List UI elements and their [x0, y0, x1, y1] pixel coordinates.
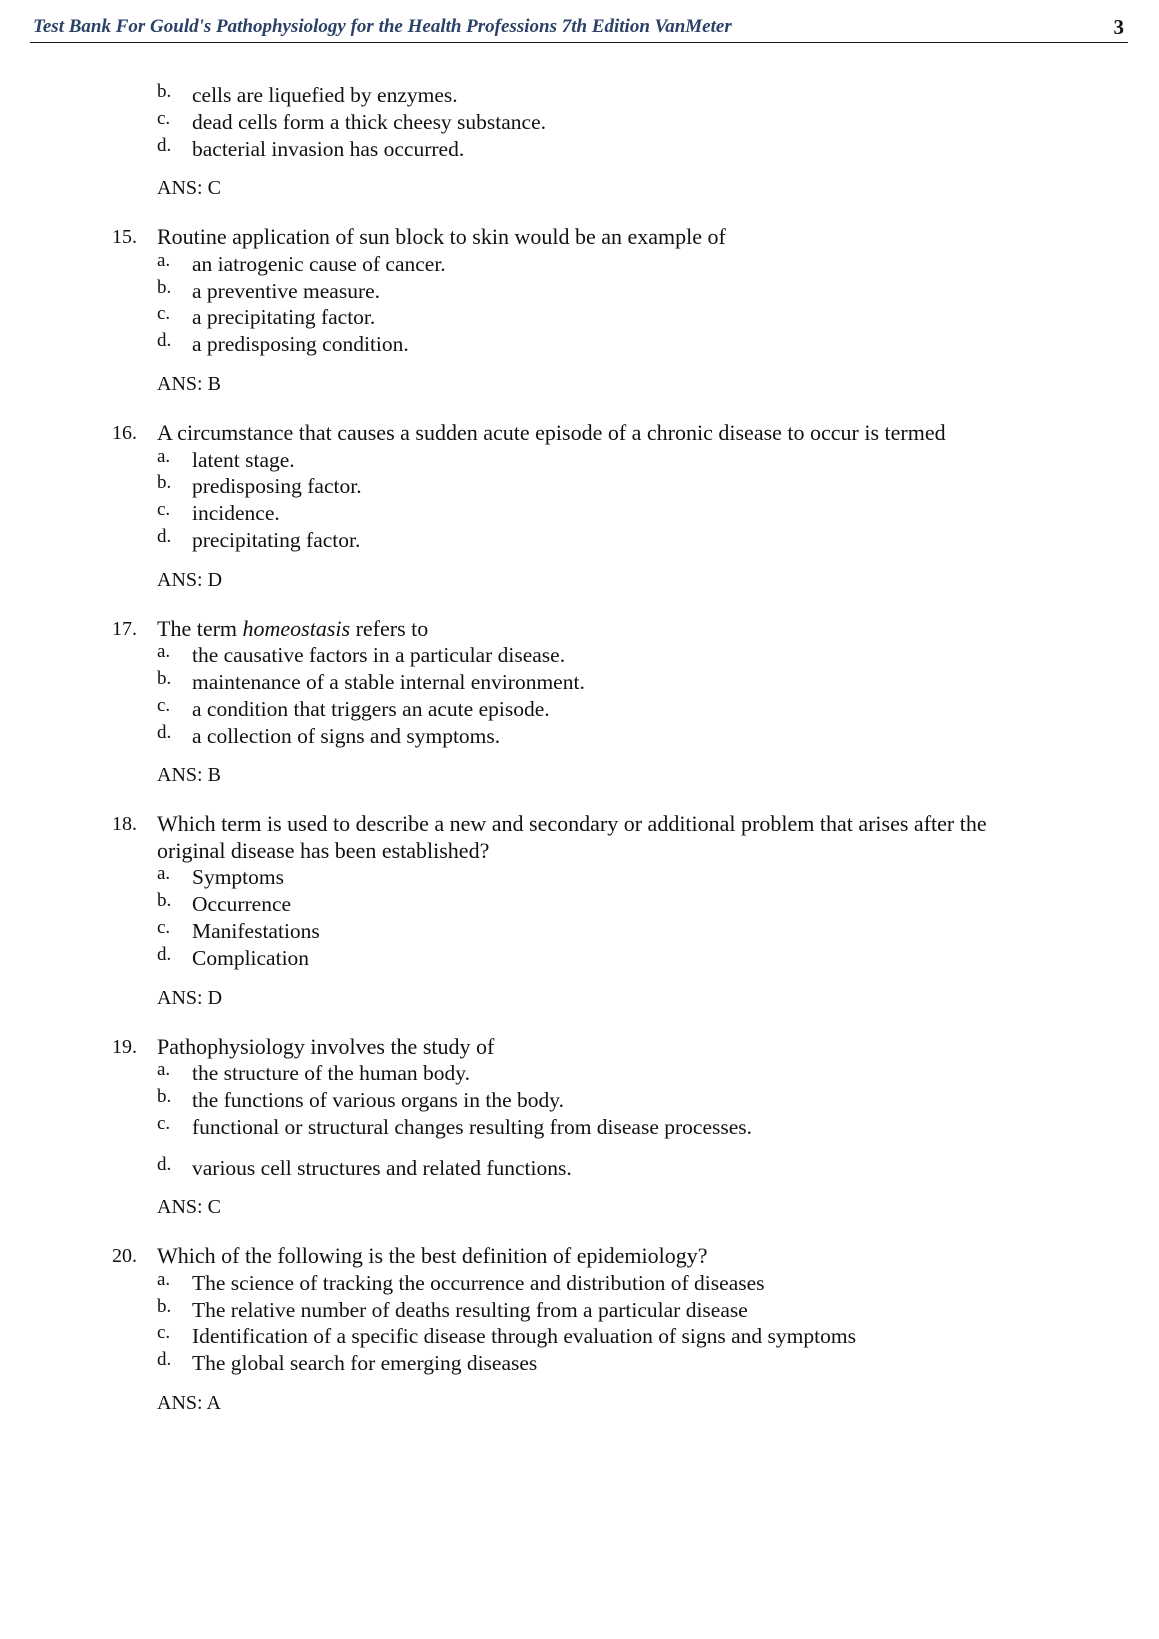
option-text: an iatrogenic cause of cancer.: [192, 251, 446, 276]
question-text: A circumstance that causes a sudden acute episode of a chronic disease to occur is termed: [157, 420, 946, 446]
option-letter: b.: [157, 1295, 172, 1317]
option-b: [0, 891, 1159, 918]
option-text: predisposing factor.: [192, 474, 362, 499]
option-letter: c.: [157, 1112, 171, 1134]
option-letter: b.: [157, 276, 172, 298]
question-stem: [0, 811, 1057, 864]
option-c: [0, 696, 1159, 723]
option-b: [0, 473, 1159, 500]
option-letter: c.: [157, 107, 171, 129]
option-text: The science of tracking the occurrence and distribution of diseases: [192, 1270, 765, 1295]
option-text: dead cells form a thick cheesy substance.: [192, 109, 547, 134]
option-letter: a.: [157, 445, 171, 467]
option-letter: a.: [157, 249, 171, 271]
option-letter: a.: [157, 641, 171, 663]
question-number: 15.: [112, 226, 137, 249]
option-text: various cell structures and related functions.: [192, 1155, 572, 1180]
answer-key: ANS: D: [157, 986, 223, 1009]
option-b: [0, 82, 1159, 109]
answer-key: ANS: A: [157, 1392, 221, 1415]
option-d: [0, 1155, 1159, 1182]
option-a: [0, 1270, 1159, 1297]
option-letter: d.: [157, 721, 172, 743]
option-text: The relative number of deaths resulting from a particular disease: [192, 1297, 748, 1322]
option-a: [0, 1060, 1159, 1087]
option-a: [0, 642, 1159, 669]
option-b: [0, 669, 1159, 696]
option-text: precipitating factor.: [192, 527, 361, 552]
option-a: [0, 251, 1159, 278]
option-a: [0, 447, 1159, 474]
option-c: [0, 500, 1159, 527]
question-number: 16.: [112, 422, 137, 445]
answer-key: ANS: C: [157, 177, 221, 200]
option-text: a precipitating factor.: [192, 305, 376, 330]
option-text: the functions of various organs in the body.: [192, 1087, 565, 1112]
option-text: Symptoms: [192, 865, 284, 890]
question-number: 19.: [112, 1035, 137, 1058]
question-text-italic-term: homeostasis: [242, 615, 351, 641]
question-list: [0, 82, 1159, 1439]
question-19: [0, 1034, 1159, 1221]
option-text: a collection of signs and symptoms.: [192, 723, 501, 748]
question-text: Pathophysiology involves the study of: [157, 1033, 495, 1059]
option-letter: a.: [157, 1268, 171, 1290]
option-text: a preventive measure.: [192, 278, 381, 303]
option-letter: b.: [157, 668, 172, 690]
page-number: 3: [1113, 15, 1124, 39]
option-text: incidence.: [192, 501, 280, 526]
option-letter: b.: [157, 472, 172, 494]
option-d: [0, 331, 1159, 358]
question-text: Routine application of sun block to skin would be an example of: [157, 224, 726, 250]
option-letter: d.: [157, 134, 172, 156]
question-number: 17.: [112, 617, 137, 640]
option-letter: d.: [157, 525, 172, 547]
option-text: the structure of the human body.: [192, 1061, 471, 1086]
answer-key: ANS: C: [157, 1196, 221, 1219]
option-d: [0, 723, 1159, 750]
option-c: [0, 109, 1159, 136]
answer-key: ANS: B: [157, 373, 221, 396]
option-letter: d.: [157, 1153, 172, 1175]
option-letter: b.: [157, 890, 172, 912]
option-letter: a.: [157, 1059, 171, 1081]
question-number: 18.: [112, 813, 137, 836]
option-letter: b.: [157, 81, 172, 102]
question-17: [0, 616, 1159, 789]
option-d: [0, 1350, 1159, 1377]
option-letter: d.: [157, 1349, 172, 1371]
answer-key: ANS: D: [157, 568, 223, 591]
option-text: Manifestations: [192, 919, 320, 944]
question-text-start: The term: [157, 615, 243, 641]
option-letter: c.: [157, 917, 171, 939]
option-text: maintenance of a stable internal environment.: [192, 670, 585, 695]
option-text: a predisposing condition.: [192, 332, 409, 357]
option-letter: a.: [157, 863, 171, 885]
option-letter: c.: [157, 303, 171, 325]
option-text: a condition that triggers an acute episode.: [192, 696, 550, 721]
page-header: [30, 14, 1128, 43]
option-text: Identification of a specific disease through evaluation of signs and symptoms: [192, 1324, 856, 1349]
option-letter: c.: [157, 1322, 171, 1344]
option-text: functional or structural changes resulting from disease processes.: [192, 1114, 753, 1139]
question-text: Which term is used to describe a new and secondary or additional problem that arises after the original disease has been established?: [157, 811, 987, 863]
option-d: [0, 527, 1159, 554]
option-text: the causative factors in a particular disease.: [192, 643, 566, 668]
option-c: [0, 1114, 1159, 1141]
option-c: [0, 918, 1159, 945]
question-18: [0, 811, 1159, 1010]
question-16: [0, 420, 1159, 593]
option-d: [0, 945, 1159, 972]
option-letter: c.: [157, 499, 171, 521]
header-title: Test Bank For Gould's Pathophysiology for the Health Professions 7th Edition VanMeter: [33, 16, 732, 37]
option-text: Complication: [192, 945, 310, 970]
option-c: [0, 1323, 1159, 1350]
question-14-continued: [0, 82, 1159, 201]
question-number: 20.: [112, 1245, 137, 1268]
option-b: [0, 1087, 1159, 1114]
question-text-end: refers to: [350, 615, 429, 641]
answer-key: ANS: B: [157, 764, 221, 787]
option-b: [0, 278, 1159, 305]
option-d: [0, 136, 1159, 163]
option-text: bacterial invasion has occurred.: [192, 136, 465, 161]
option-text: Occurrence: [192, 892, 292, 917]
option-text: cells are liquefied by enzymes.: [192, 83, 458, 107]
question-15: [0, 224, 1159, 397]
option-letter: d.: [157, 330, 172, 352]
option-text: latent stage.: [192, 447, 295, 472]
question-20: [0, 1243, 1159, 1416]
option-b: [0, 1297, 1159, 1324]
option-c: [0, 304, 1159, 331]
option-letter: d.: [157, 943, 172, 965]
option-letter: b.: [157, 1085, 172, 1107]
option-text: The global search for emerging diseases: [192, 1351, 538, 1376]
option-a: [0, 864, 1159, 891]
question-text: Which of the following is the best definition of epidemiology?: [157, 1243, 708, 1269]
option-letter: c.: [157, 694, 171, 716]
